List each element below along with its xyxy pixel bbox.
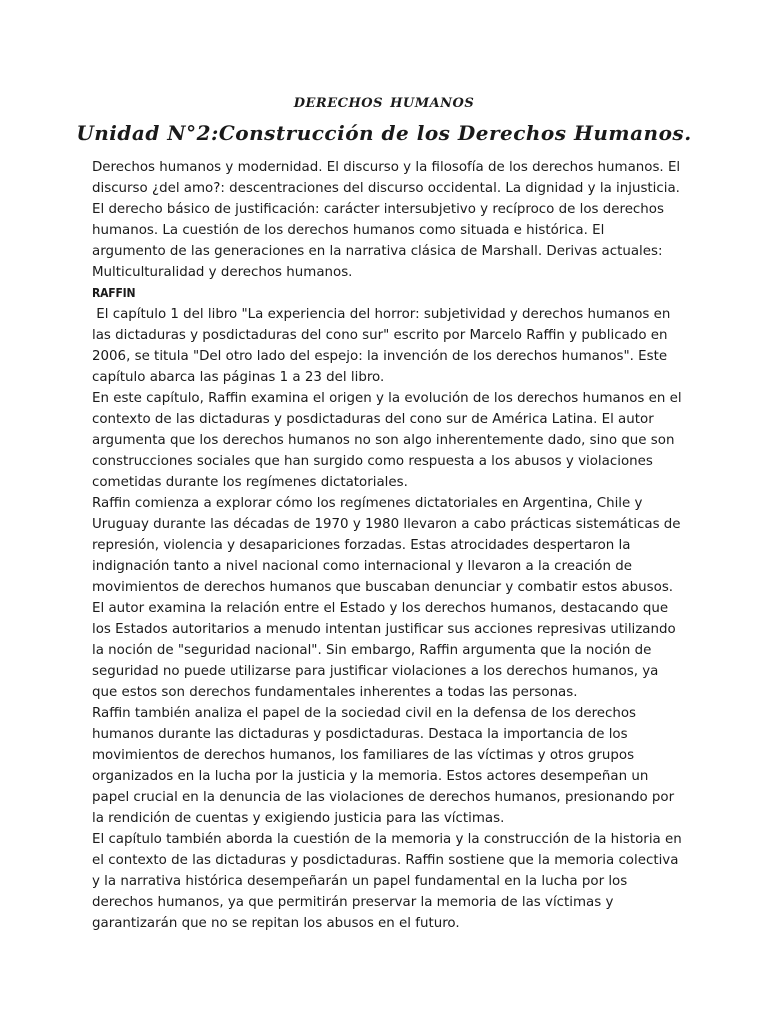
body-paragraph-3: Raffin comienza a explorar cómo los regímenes dictatoriales en Argentina, Chile y Uruguay durante las décadas de 1970 y 1980 llevaron a cabo prácticas sistemáticas de represión, violencia y desapariciones forzadas. Estas atrocidades despertaron la indignación tanto a nivel nacional como internacional y llevaron a la creación de movimientos de derechos humanos que buscaban denunciar y combatir estos abusos.	[92, 496, 681, 595]
body-paragraph-4: El autor examina la relación entre el Estado y los derechos humanos, destacando que los Estados autoritarios a menudo intentan justificar sus acciones represivas utilizando la noción de "seguridad nacional". Sin embargo, Raffin argumenta que la noción de seguridad no puede utilizarse para justificar violaciones a los derechos humanos, ya que estos son derechos fundamentales inherentes a todas las personas.	[92, 601, 676, 700]
document-subtitle: Unidad N°2:Construcción de los Derechos Humanos.	[76, 121, 692, 145]
body-paragraph-2: En este capítulo, Raffin examina el origen y la evolución de los derechos humanos en el contexto de las dictaduras y posdictaduras del cono sur de América Latina. El autor argumenta que los derechos humanos no son algo inherentemente dado, sino que son construcciones sociales que han surgido como respuesta a los abusos y violaciones cometidas durante los regímenes dictatoriales.	[92, 391, 682, 490]
document-body	[92, 157, 682, 934]
body-paragraph-6: El capítulo también aborda la cuestión de la memoria y la construcción de la historia en el contexto de las dictaduras y posdictaduras. Raffin sostiene que la memoria colectiva y la narrativa histórica desempeñarán un papel fundamental en la lucha por los derechos humanos, ya que permitirán preservar la memoria de las víctimas y garantizarán que no se repitan los abusos en el futuro.	[92, 832, 682, 931]
section-heading: RAFFIN	[92, 286, 136, 300]
document-title: derechos humanos	[293, 90, 475, 112]
body-paragraph-5: Raffin también analiza el papel de la sociedad civil en la defensa de los derechos humanos durante las dictaduras y posdictaduras. Destaca la importancia de los movimientos de derechos humanos, los familiares de las víctimas y otros grupos organizados en la lucha por la justicia y la memoria. Estos actores desempeñan un papel crucial en la denuncia de las violaciones de derechos humanos, presionando por la rendición de cuentas y exigiendo justicia para las víctimas.	[92, 706, 675, 826]
intro-paragraph: Derechos humanos y modernidad. El discurso y la filosofía de los derechos humanos. El discurso ¿del amo?: descentraciones del discurso occidental. La dignidad y la injusticia. El derecho básico de justificación: carácter intersubjetivo y recíproco de los derechos humanos. La cuestión de los derechos humanos como situada e histórica. El argumento de las generaciones en la narrativa clásica de Marshall. Derivas actuales: Multiculturalidad y derechos humanos.	[92, 160, 681, 280]
body-paragraph-1: El capítulo 1 del libro "La experiencia del horror: subjetividad y derechos humanos en las dictaduras y posdictaduras del cono sur" escrito por Marcelo Raffin y publicado en 2006, se titula "Del otro lado del espejo: la invención de los derechos humanos". Este capítulo abarca las páginas 1 a 23 del libro.	[92, 307, 675, 385]
